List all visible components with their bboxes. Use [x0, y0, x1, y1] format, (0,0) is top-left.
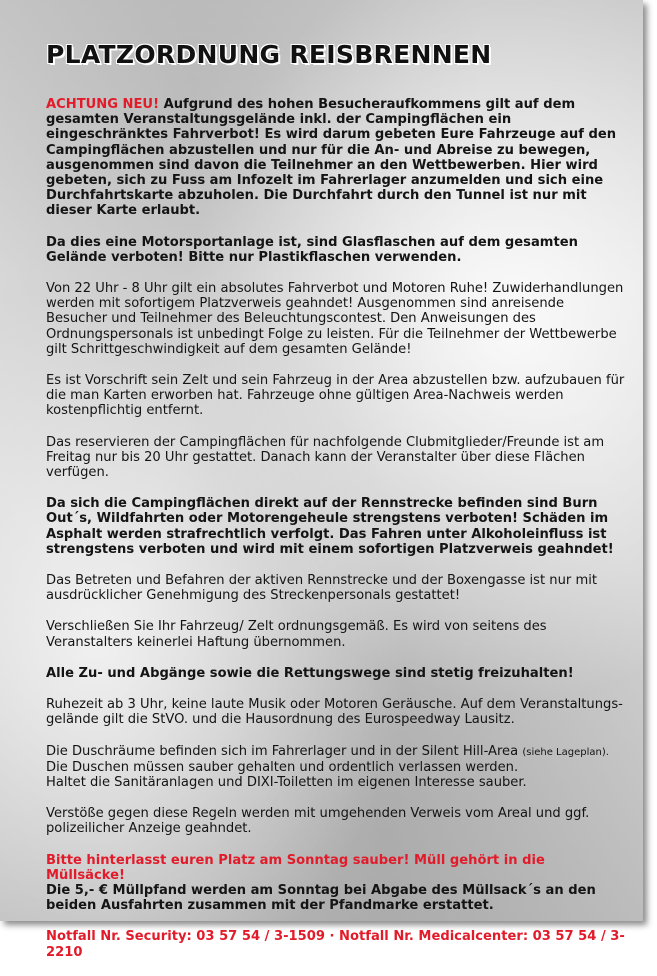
- shower-line-1: Die Duschräume befinden sich im Fahrerlager und in der Silent Hill-Area: [46, 743, 519, 759]
- paragraph-track-access: Das Betreten und Befahren der aktiven Rennstrecke und der Boxengasse ist nur mit ausdrücklicher Genehmigung des Streckenpersonals gestattet!: [46, 573, 597, 604]
- paragraph-showers: [46, 744, 626, 791]
- trash-notice: Bitte hinterlasst euren Platz am Sonntag sauber! Müll gehört in die Müllsäcke!: [46, 852, 545, 883]
- paragraph-text: Aufgrund des hohen Besucheraufkommens gilt auf dem gesamten Veranstaltungsgelände inkl. der Campingflächen ein eingeschränktes Fahrverbot! Es wird darum gebeten Eure Fahrzeuge auf den Campingflächen abzustellen und nur für die An- und Abreise zu bewegen, ausgenommen sind davon die Teilnehmer an den Wettbewerben. Hier wird gebeten, sich zu Fuss am Infozelt im Fahrerlager anzumelden und sich eine Durchfahrtskarte abzuholen. Die Durchfahrt durch den Tunnel ist nur mit dieser Karte erlaubt.: [46, 97, 617, 219]
- paragraph-driving-ban: [46, 97, 626, 219]
- paragraph-liability: Verschließen Sie Ihr Fahrzeug/ Zelt ordnungsgemäß. Es wird von seitens des Veranstalters keinerlei Haftung übernommen.: [46, 619, 547, 650]
- paragraph-glass-ban: Da dies eine Motorsportanlage ist, sind Glasflaschen auf dem gesamten Gelände verboten! Bitte nur Plastikflaschen verwenden.: [46, 234, 578, 265]
- shower-line-2: Die Duschen müssen sauber gehalten und ordentlich verlassen werden.: [46, 759, 519, 775]
- alert-label: ACHTUNG NEU!: [46, 97, 160, 112]
- paragraph-burnout-ban: Da sich die Campingflächen direkt auf der Rennstrecke befinden sind Burn Out´s, Wildfahrten oder Motorengeheule strengstens verboten! Schäden im Asphalt werden strafrechtlich verfolgt. Das Fahren unter Alkoholeinfluss ist strengstens verboten und wird mit einem sofortigen Platzverweis geahndet!: [46, 496, 614, 557]
- shower-line-3: Haltet die Sanitäranlagen und DIXI-Toiletten im eigenen Interesse sauber.: [46, 774, 527, 790]
- emergency-numbers: Notfall Nr. Security: 03 57 54 / 3-1509 · Notfall Nr. Medicalcenter: 03 57 54 / 3-2210: [46, 929, 625, 960]
- page-title: PLATZORDNUNG REISBRENNEN: [46, 40, 492, 69]
- paragraph-escape-routes: Alle Zu- und Abgänge sowie die Rettungswege sind stetig freizuhalten!: [46, 665, 574, 681]
- paragraph-night-rest: Von 22 Uhr - 8 Uhr gilt ein absolutes Fahrverbot und Motoren Ruhe! Zuwiderhandlungen werden mit sofortigem Platzverweis geahndet! Ausgenommen sind anreisende Besucher und Teilnehmer des Beleuchtungscontest. Den Anweisungen des Ordnungspersonals ist unbedingt Folge zu leisten. Für die Teilnehmer der Wettbewerbe gilt Schrittgeschwindigkeit auf dem gesamten Gelände!: [46, 281, 624, 357]
- paragraph-trash: [46, 853, 626, 914]
- trash-deposit-text: Die 5,- € Müllpfand werden am Sonntag bei Abgabe des Müllsack´s an den beiden Ausfahrten zusammen mit der Pfandmarke erstattet.: [46, 882, 596, 914]
- paragraph-quiet-time: Ruhezeit ab 3 Uhr, keine laute Musik oder Motoren Geräusche. Auf dem Veranstaltungs-gelände gilt die StVO. und die Hausordnung des Eurospeedway Lausitz.: [46, 697, 623, 728]
- rules-content: [46, 97, 626, 976]
- paragraph-area-rule: Es ist Vorschrift sein Zelt und sein Fahrzeug in der Area abzustellen bzw. aufzubauen für die man Karten erworben hat. Fahrzeuge ohne gültigen Area-Nachweis werden kostenpflichtig entfernt.: [46, 373, 625, 419]
- paragraph-violations: Verstöße gegen diese Regeln werden mit umgehenden Verweis vom Areal und ggf. polizeilicher Anzeige geahndet.: [46, 806, 590, 837]
- site-plan-note: (siehe Lageplan).: [522, 746, 609, 758]
- paragraph-reservation: Das reservieren der Campingflächen für nachfolgende Clubmitglieder/Freunde ist am Freitag nur bis 20 Uhr gestattet. Danach kann der Veranstalter über diese Flächen verfügen.: [46, 434, 605, 481]
